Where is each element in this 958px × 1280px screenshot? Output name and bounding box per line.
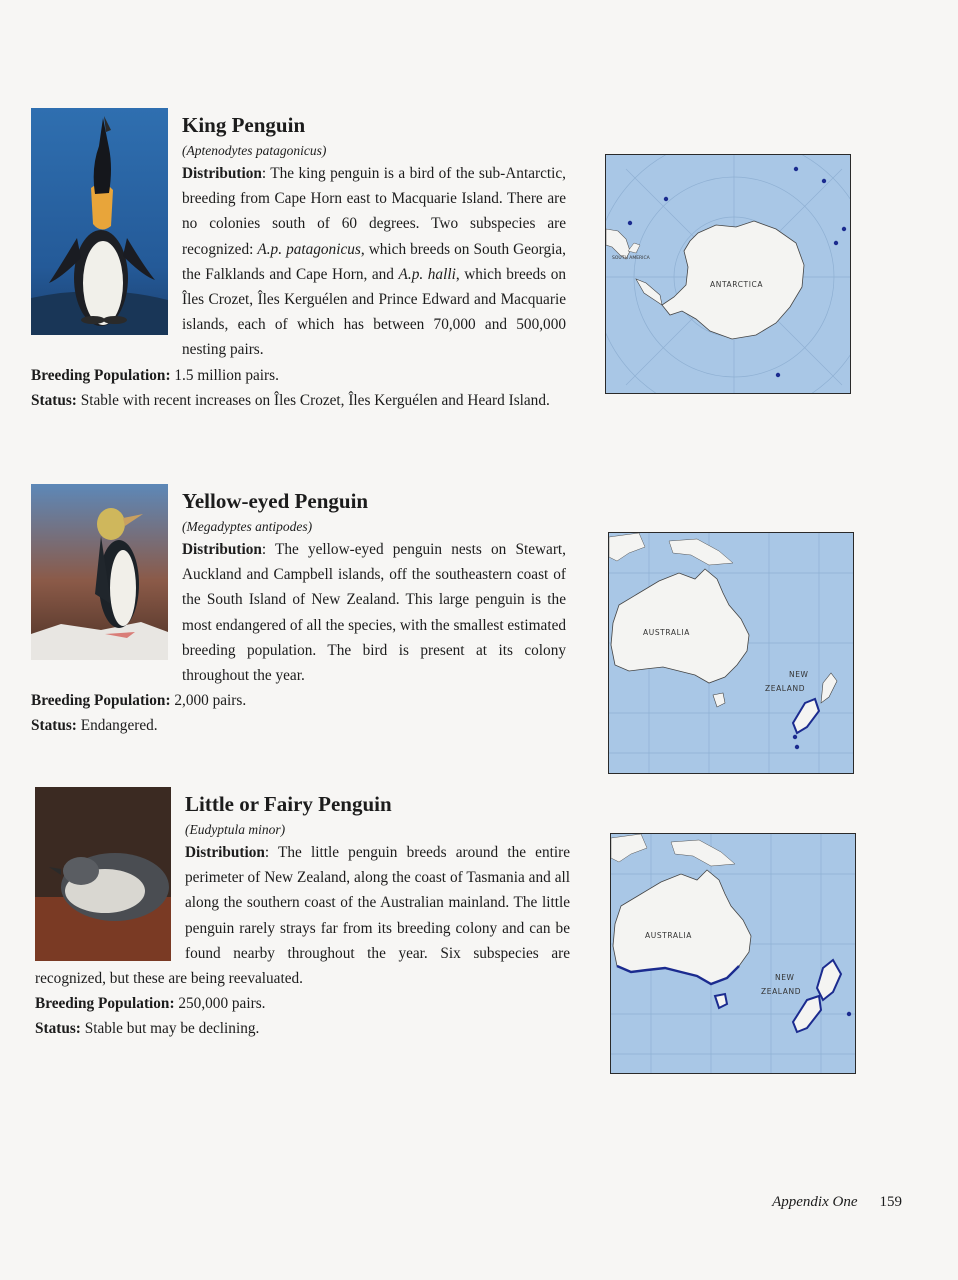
- status-value: Stable with recent increases on Îles Crozet, Îles Kerguélen and Heard Island.: [76, 391, 550, 409]
- distribution-label: Distribution: [182, 165, 262, 182]
- entry-yellow-eyed-penguin: [31, 484, 566, 739]
- status-label: Status:: [31, 717, 77, 735]
- distribution-part-1: : The yellow-eyed penguin nests on Stewart, Auckland and Campbell islands, off the southeastern coast of the South Island of New Zealand. This large penguin is the most endangered of all the species, with the smallest estimated breeding population. The bird is present at its colony throughout the year.: [182, 541, 567, 685]
- status: [31, 388, 566, 413]
- map-label-australia: AUSTRALIA: [645, 931, 692, 940]
- map-label-new: NEW: [789, 670, 809, 679]
- section-name: Appendix One: [772, 1194, 858, 1210]
- distribution-label: Distribution: [185, 844, 265, 861]
- status: [31, 713, 566, 738]
- range-map-antarctica: [605, 154, 851, 394]
- yellow-eyed-penguin-photo: [31, 484, 168, 660]
- status-value: Endangered.: [76, 717, 158, 735]
- entry-title: Little or Fairy Penguin: [185, 792, 392, 816]
- map-label-zealand: ZEALAND: [765, 684, 806, 693]
- subspecies-name: A.p. patagonicus: [257, 240, 361, 258]
- breeding-label: Breeding Population:: [31, 366, 171, 384]
- breeding-population: [31, 363, 566, 388]
- little-penguin-photo: [35, 787, 171, 961]
- subspecies-name: A.p. halli: [398, 265, 456, 283]
- map-label-australia: AUSTRALIA: [643, 628, 690, 637]
- status-label: Status:: [31, 391, 77, 409]
- breeding-value: 1.5 million pairs.: [170, 366, 279, 384]
- breeding-value: 250,000 pairs.: [174, 995, 266, 1013]
- breeding-population: [35, 991, 570, 1016]
- entry-title: King Penguin: [182, 113, 306, 137]
- page-number: 159: [879, 1194, 902, 1210]
- entry-title: Yellow-eyed Penguin: [182, 489, 369, 513]
- distribution-part-1: : The little penguin breeds around the entire perimeter of New Zealand, along the coast of Tasmania and all along the southern coast of the Australian mainland. The little penguin rarely strays far from its breeding colony and can be found nearby throughout the year. Six subspecies are recognized, but these are being reevaluated.: [35, 844, 570, 988]
- scientific-name: (Eudyptula minor): [185, 822, 286, 837]
- distribution-part-3: , which breeds on Îles Crozet, Îles Kerguélen and Prince Edward and Macquarie islands, each of which has between 70,000 and 500,000 nesting pairs.: [182, 265, 567, 359]
- king-penguin-photo: [31, 108, 168, 335]
- range-map-yellow-eyed: [608, 532, 854, 774]
- map-label-antarctica: ANTARCTICA: [710, 280, 764, 289]
- distribution-part-2: , which breeds on South Georgia, the Falklands and Cape Horn, and: [182, 240, 566, 283]
- entry-king-penguin: [31, 108, 566, 413]
- map-label-south-america: SOUTH AMERICA: [612, 256, 650, 261]
- entry-little-penguin: [35, 787, 570, 1042]
- page-footer: [772, 1194, 902, 1211]
- breeding-population: [31, 688, 566, 713]
- map-label-zealand: ZEALAND: [761, 987, 802, 996]
- breeding-label: Breeding Population:: [31, 692, 171, 710]
- status-label: Status:: [35, 1020, 81, 1038]
- status: [35, 1016, 570, 1041]
- breeding-value: 2,000 pairs.: [170, 692, 247, 710]
- status-value: Stable but may be declining.: [80, 1020, 260, 1038]
- scientific-name: (Megadyptes antipodes): [182, 519, 313, 534]
- scientific-name: (Aptenodytes patagonicus): [182, 143, 327, 158]
- breeding-label: Breeding Population:: [35, 995, 175, 1013]
- distribution-label: Distribution: [182, 541, 262, 558]
- map-label-new: NEW: [775, 973, 795, 982]
- distribution-part-1: : The king penguin is a bird of the sub-Antarctic, breeding from Cape Horn east to Macquarie Island. There are no colonies south of 60 degrees. Two subspecies are recognized:: [182, 165, 566, 258]
- range-map-little-penguin: [610, 833, 856, 1074]
